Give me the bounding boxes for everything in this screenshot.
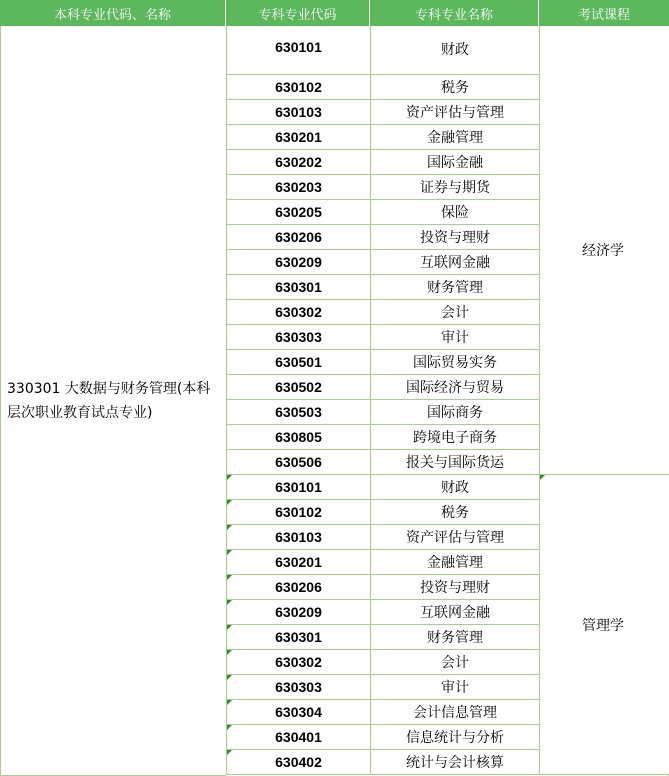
code-cell: 630302	[226, 300, 370, 325]
code-cell: 630503	[226, 400, 370, 425]
header-bachelor: 本科专业代码、名称	[0, 0, 226, 26]
code-cell: 630303	[226, 675, 370, 700]
name-cell: 国际商务	[370, 400, 539, 425]
name-cell: 资产评估与管理	[370, 100, 539, 125]
code-cell: 630101	[226, 475, 370, 500]
name-cell: 会计	[370, 300, 539, 325]
code-cell: 630101	[226, 26, 370, 75]
name-cell: 互联网金融	[370, 250, 539, 275]
code-cell: 630102	[226, 75, 370, 100]
course-label: 管理学	[582, 617, 624, 634]
header-code: 专科专业代码	[226, 0, 370, 26]
code-cell: 630201	[226, 550, 370, 575]
name-cell: 互联网金融	[370, 600, 539, 625]
code-cell: 630205	[226, 200, 370, 225]
name-cell: 国际贸易实务	[370, 350, 539, 375]
bachelor-major-cell	[0, 26, 226, 776]
code-cell: 630201	[226, 125, 370, 150]
code-cell: 630506	[226, 450, 370, 475]
name-cell: 会计信息管理	[370, 700, 539, 725]
name-cell: 会计	[370, 650, 539, 675]
code-cell: 630302	[226, 650, 370, 675]
course-cell	[539, 26, 669, 475]
code-cell: 630502	[226, 375, 370, 400]
code-cell: 630209	[226, 250, 370, 275]
code-cell: 630402	[226, 750, 370, 775]
name-cell: 财务管理	[370, 275, 539, 300]
code-cell: 630202	[226, 150, 370, 175]
name-cell: 证券与期货	[370, 175, 539, 200]
bachelor-major-text: 330301 大数据与财务管理(本科层次职业教育试点专业)	[7, 380, 211, 421]
name-cell: 国际金融	[370, 150, 539, 175]
code-cell: 630209	[226, 600, 370, 625]
name-cell: 税务	[370, 500, 539, 525]
name-cell: 财务管理	[370, 625, 539, 650]
code-cell: 630103	[226, 100, 370, 125]
name-cell: 金融管理	[370, 125, 539, 150]
code-cell: 630301	[226, 275, 370, 300]
header-name: 专科专业名称	[370, 0, 539, 26]
code-cell: 630304	[226, 700, 370, 725]
name-cell: 统计与会计核算	[370, 750, 539, 775]
code-cell: 630501	[226, 350, 370, 375]
name-cell: 跨境电子商务	[370, 425, 539, 450]
name-cell: 税务	[370, 75, 539, 100]
name-cell: 财政	[370, 26, 539, 75]
name-cell: 保险	[370, 200, 539, 225]
header-course: 考试课程	[539, 0, 669, 26]
code-cell: 630102	[226, 500, 370, 525]
code-cell: 630301	[226, 625, 370, 650]
code-cell: 630805	[226, 425, 370, 450]
name-cell: 信息统计与分析	[370, 725, 539, 750]
code-cell: 630303	[226, 325, 370, 350]
course-label: 经济学	[582, 243, 624, 259]
name-cell: 投资与理财	[370, 225, 539, 250]
name-cell: 投资与理财	[370, 575, 539, 600]
name-cell: 审计	[370, 325, 539, 350]
course-cell	[539, 475, 669, 775]
code-cell: 630203	[226, 175, 370, 200]
name-cell: 资产评估与管理	[370, 525, 539, 550]
name-cell: 报关与国际货运	[370, 450, 539, 475]
name-cell: 审计	[370, 675, 539, 700]
code-cell: 630103	[226, 525, 370, 550]
name-cell: 国际经济与贸易	[370, 375, 539, 400]
name-cell: 财政	[370, 475, 539, 500]
code-cell: 630401	[226, 725, 370, 750]
code-cell: 630206	[226, 575, 370, 600]
code-cell: 630206	[226, 225, 370, 250]
name-cell: 金融管理	[370, 550, 539, 575]
